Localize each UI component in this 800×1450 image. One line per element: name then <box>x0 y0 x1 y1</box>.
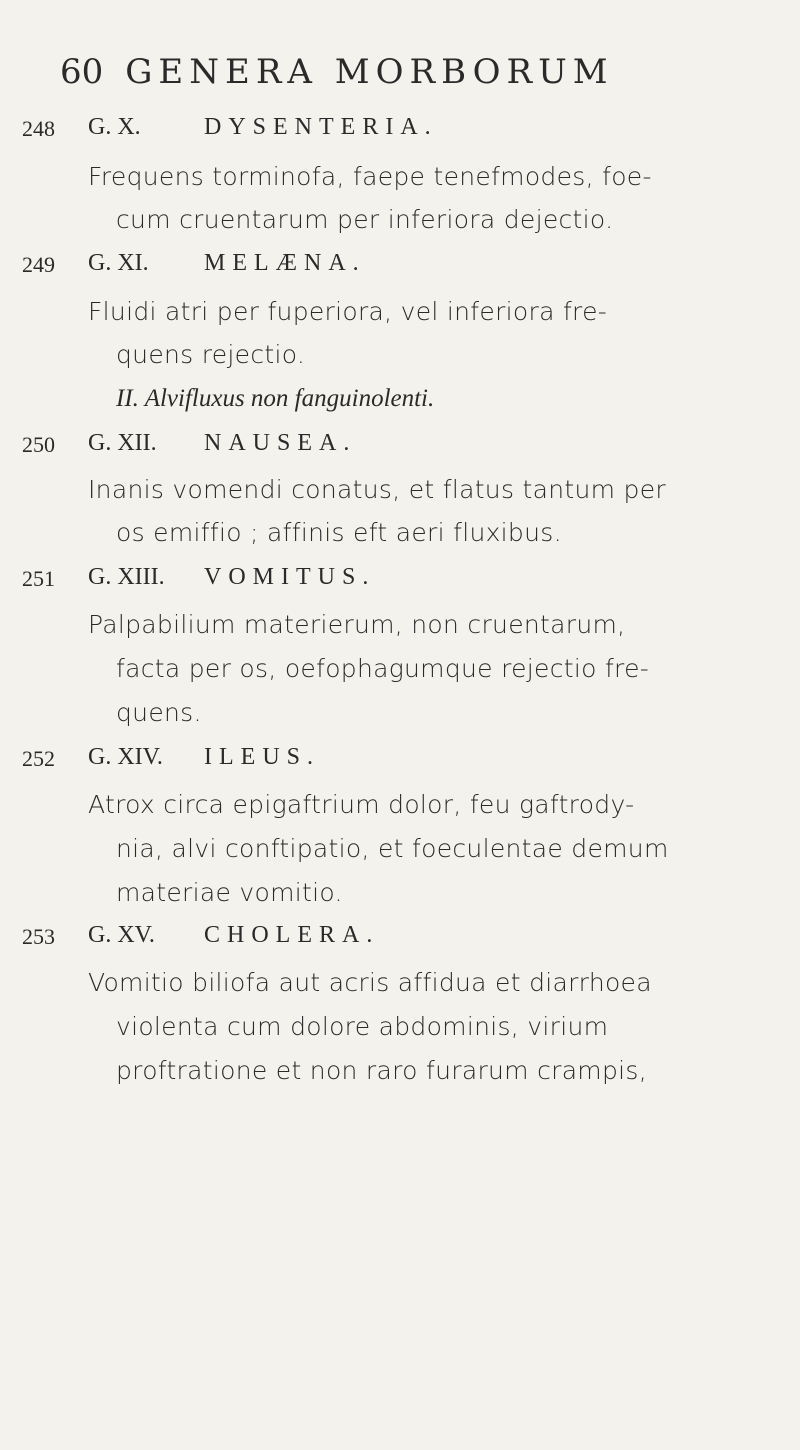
entry-number: 253 <box>22 924 55 949</box>
description-line: violenta cum dolore abdominis, virium <box>116 1012 609 1041</box>
genus-label: G. XIV. <box>88 744 163 770</box>
running-head <box>60 52 614 92</box>
disease-name: DYSENTERIA. <box>204 114 438 140</box>
entry-number: 250 <box>22 432 55 457</box>
description-line: quens. <box>116 698 202 727</box>
genus-label: G. XI. <box>88 250 149 276</box>
description-line: Atrox circa epigaftrium dolor, feu gaftrody- <box>88 790 635 819</box>
genus-label: G. XII. <box>88 430 157 456</box>
entry-heading <box>88 430 356 457</box>
entry-number: 252 <box>22 746 55 771</box>
description-line: Palpabilium materierum, non cruentarum, <box>88 610 626 639</box>
species-line: II. Alvifluxus non fanguinolenti. <box>116 385 435 412</box>
disease-name: CHOLERA. <box>204 922 380 948</box>
description-line: os emiffio ; affinis eft aeri fluxibus. <box>116 518 562 547</box>
disease-name: ILEUS. <box>204 744 320 770</box>
description-line: Frequens torminofa, faepe tenefmodes, foe- <box>88 162 652 191</box>
disease-name: MELÆNA. <box>204 250 366 276</box>
genus-label: G. XIII. <box>88 564 165 590</box>
disease-name: NAUSEA. <box>204 430 357 456</box>
description-line: proftratione et non raro furarum crampis, <box>116 1056 647 1085</box>
entry-heading <box>88 250 366 277</box>
description-line: materiae vomitio. <box>116 878 343 907</box>
description-line: facta per os, oefophagumque rejectio fre- <box>116 654 650 683</box>
entry-number: 249 <box>22 252 55 277</box>
description-line: cum cruentarum per inferiora dejectio. <box>116 205 614 234</box>
entry-heading <box>88 114 438 141</box>
description-line: Inanis vomendi conatus, et flatus tantum per <box>88 475 666 504</box>
disease-name: VOMITUS. <box>204 564 376 590</box>
genus-label: G. X. <box>88 114 141 140</box>
page-number: 60 <box>60 52 104 92</box>
description-line: nia, alvi conftipatio, et foeculentae demum <box>116 834 669 863</box>
description-line: Fluidi atri per fuperiora, vel inferiora fre- <box>88 297 608 326</box>
entry-number: 251 <box>22 566 55 591</box>
page-title: GENERA MORBORUM <box>125 52 614 92</box>
entry-heading <box>88 744 320 771</box>
entry-heading <box>88 564 375 591</box>
genus-label: G. XV. <box>88 922 155 948</box>
entry-number: 248 <box>22 116 55 141</box>
description-line: Vomitio biliofa aut acris affidua et diarrhoea <box>88 968 652 997</box>
description-line: quens rejectio. <box>116 340 306 369</box>
entry-heading <box>88 922 379 949</box>
